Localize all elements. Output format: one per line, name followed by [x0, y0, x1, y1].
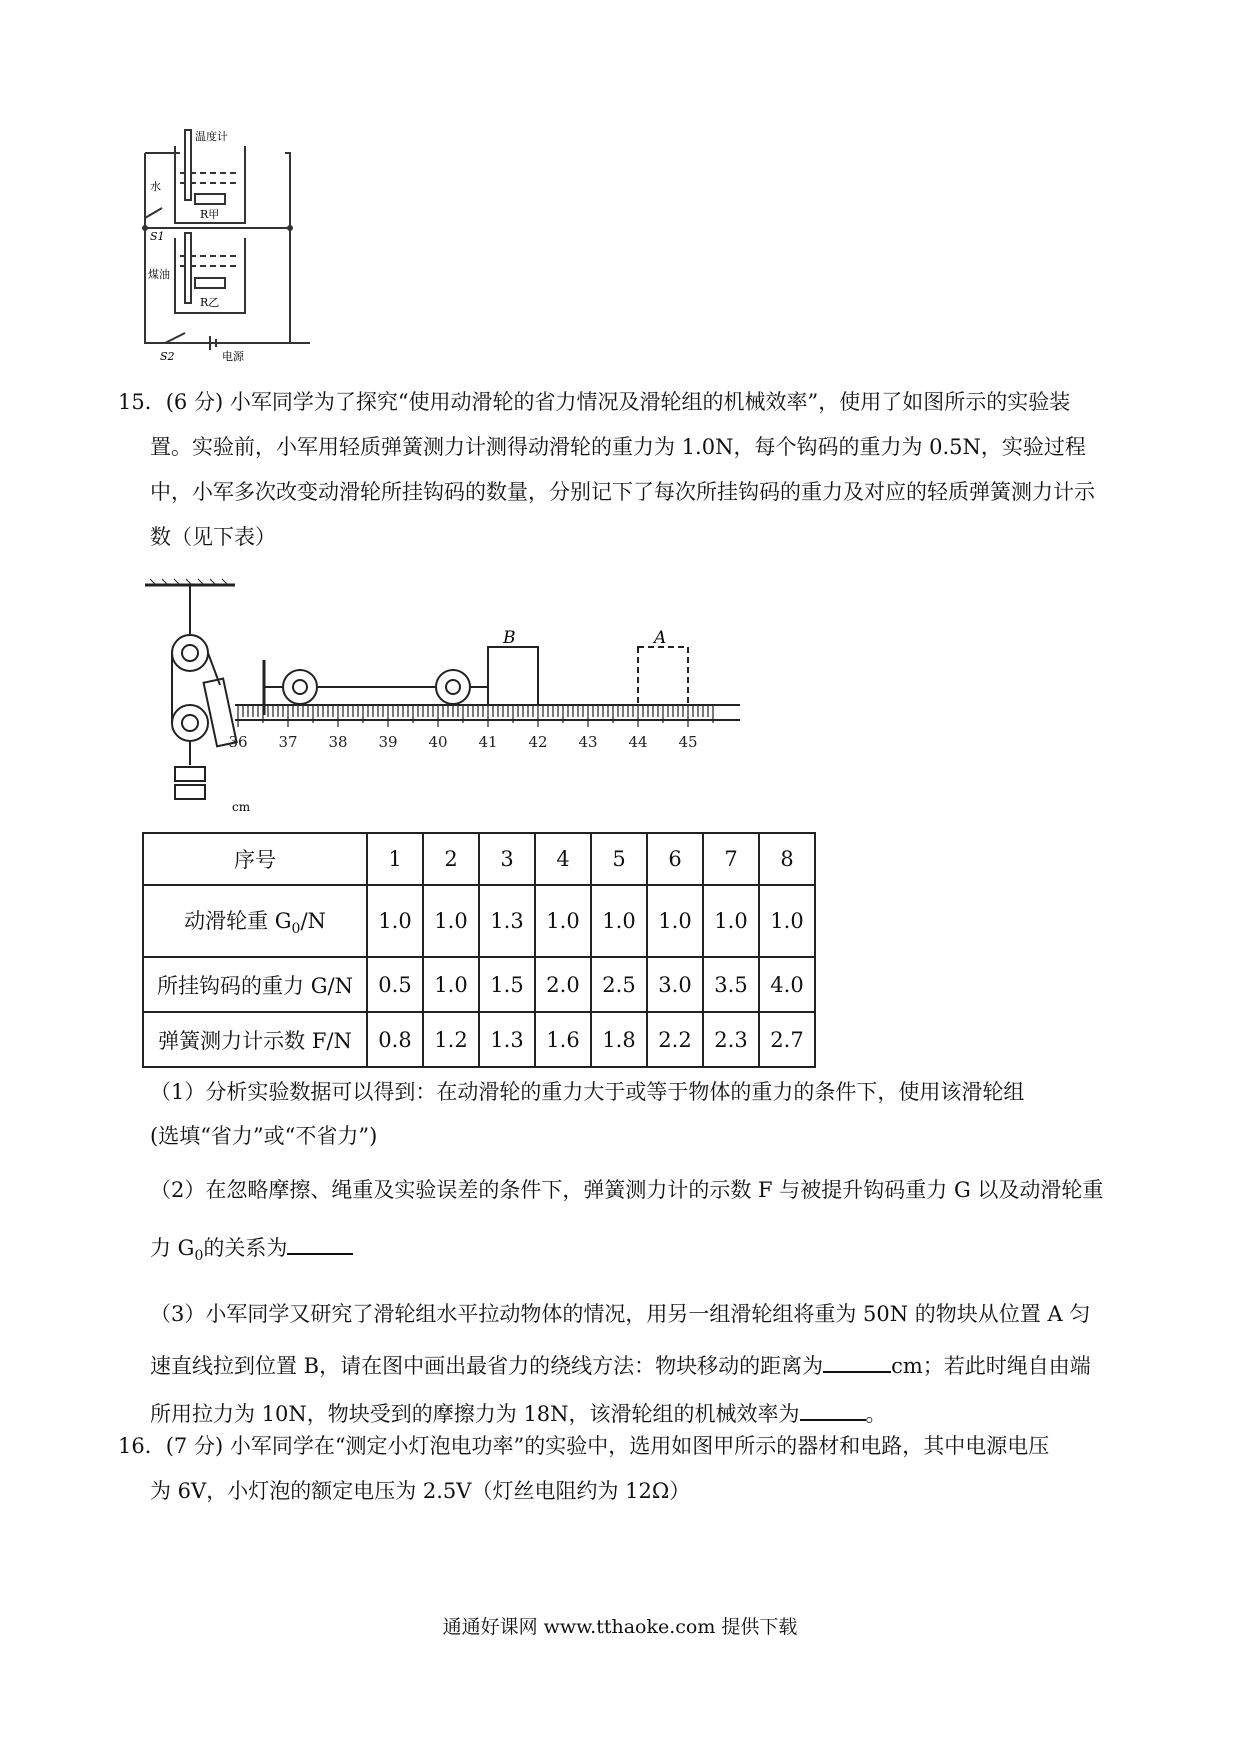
ruler-tick-label: 44	[628, 733, 648, 751]
sub-q3-text-c: 所用拉力为 10N，物块受到的摩擦力为 18N，该滑轮组的机械效率为	[150, 1402, 800, 1427]
table-cell: 1.3	[479, 1012, 535, 1067]
ruler-unit: cm	[232, 800, 251, 814]
table-cell: 4.0	[759, 957, 815, 1012]
data-table	[142, 832, 816, 1068]
table-row	[143, 957, 815, 1012]
table-cell: 7	[703, 833, 759, 885]
ruler-tick-label: 38	[328, 733, 348, 751]
ruler-tick-label: 37	[278, 733, 298, 751]
junction-dot-right	[287, 225, 293, 231]
table-cell: 2.5	[591, 957, 647, 1012]
block-a-label: A	[654, 628, 667, 648]
table-cell: 6	[647, 833, 703, 885]
s1-label: S1	[150, 230, 165, 243]
ruler-tick-label: 40	[428, 733, 448, 751]
question-16	[118, 1424, 1128, 1514]
table-cell: 1.0	[535, 885, 591, 957]
table-row-header: 所挂钩码的重力 G/N	[143, 957, 367, 1012]
table-cell: 1	[367, 833, 423, 885]
movable-pulley	[172, 705, 208, 741]
ruler-tick-label: 45	[678, 733, 698, 751]
hook-weight-1	[175, 767, 205, 781]
table-cell: 1.2	[423, 1012, 479, 1067]
hook-weight-2	[175, 785, 205, 799]
pulley-ruler-figure	[140, 575, 840, 820]
q16-line-1: 16．(7 分) 小军同学在“测定小灯泡电功率”的实验中，选用如图甲所示的器材和电路，其中电源电压	[118, 1434, 1050, 1458]
table-row	[143, 885, 815, 957]
table-cell: 2.3	[703, 1012, 759, 1067]
table-cell: 2.2	[647, 1012, 703, 1067]
q16-line-2: 为 6V，小灯泡的额定电压为 2.5V（灯丝电阻约为 12Ω）	[150, 1479, 691, 1503]
question-15	[118, 380, 1128, 560]
s2-label: S2	[160, 350, 175, 363]
fixed-pulley	[172, 635, 208, 671]
page-footer: 通通好课网 www.tthaoke.com 提供下载	[442, 1616, 798, 1638]
table-cell: 1.0	[367, 885, 423, 957]
ruler-tick-label: 36	[228, 733, 248, 751]
table-row	[143, 833, 815, 885]
table-cell: 2.0	[535, 957, 591, 1012]
sub-q3-text-a: 速直线拉到位置 B，请在图中画出最省力的绕线方法：物块移动的距离为	[150, 1354, 824, 1379]
sub-q1-line-2: (选填“省力”或“不省力”)	[150, 1124, 378, 1148]
table-cell: 8	[759, 833, 815, 885]
answer-blank-efficiency[interactable]	[800, 1397, 866, 1421]
sub-q3-line-2	[150, 1344, 1130, 1388]
q15-line-1: 15．(6 分) 小军同学为了探究“使用动滑轮的省力情况及滑轮组的机械效率”，使用了如图所示的实验装	[118, 390, 1071, 414]
answer-blank-relation[interactable]	[287, 1231, 353, 1255]
table-cell: 3.5	[703, 957, 759, 1012]
table-cell: 1.8	[591, 1012, 647, 1067]
q15-line-3: 中，小军多次改变动滑轮所挂钩码的数量，分别记下了每次所挂钩码的重力及对应的轻质弹簧测力计示	[150, 480, 1095, 504]
table-cell: 1.0	[647, 885, 703, 957]
table-cell: 1.0	[703, 885, 759, 957]
block-b	[488, 647, 538, 705]
sub-q2-subscript: 0	[194, 1248, 204, 1265]
table-cell: 1.0	[423, 957, 479, 1012]
table-cell: 1.5	[479, 957, 535, 1012]
power-label: 电源	[222, 350, 244, 363]
answer-blank-distance[interactable]	[823, 1349, 891, 1373]
table-cell: 4	[535, 833, 591, 885]
table-cell: 1.0	[423, 885, 479, 957]
table-row-header: 弹簧测力计示数 F/N	[143, 1012, 367, 1067]
sub-q2-line-1: （2）在忽略摩擦、绳重及实验误差的条件下，弹簧测力计的示数 F 与被提升钩码重力 G 以及动滑轮重	[150, 1178, 1104, 1202]
junction-dot-left	[142, 225, 148, 231]
ruler-tick-label: 43	[578, 733, 598, 751]
ruler-tick-label: 39	[378, 733, 398, 751]
table-cell: 1.3	[479, 885, 535, 957]
water-label: 水	[150, 180, 161, 193]
ruler-tick-label: 41	[478, 733, 498, 751]
kerosene-label: 煤油	[148, 268, 170, 281]
table-row-header: 序号	[143, 833, 367, 885]
table-cell: 0.8	[367, 1012, 423, 1067]
table-cell: 3.0	[647, 957, 703, 1012]
circuit-figure	[140, 128, 310, 368]
table-cell: 2	[423, 833, 479, 885]
table-row-header: 动滑轮重 $G_0/N$	[143, 885, 367, 957]
table-row	[143, 1012, 815, 1067]
horizontal-pulley-left	[283, 670, 317, 704]
sub-q1-line-1: （1）分析实验数据可以得到：在动滑轮的重力大于或等于物体的重力的条件下，使用该滑轮组	[150, 1080, 1025, 1104]
table-cell: 5	[591, 833, 647, 885]
table-cell: 1.0	[591, 885, 647, 957]
sub-q2-text-b: 的关系为	[203, 1236, 288, 1260]
sub-q3-line-1: （3）小军同学又研究了滑轮组水平拉动物体的情况，用另一组滑轮组将重为 50N 的物块从位置 A 匀	[150, 1302, 1091, 1327]
q15-line-4: 数（见下表）	[150, 525, 276, 549]
table-cell: 3	[479, 833, 535, 885]
table-cell: 1.6	[535, 1012, 591, 1067]
r2-label: R乙	[200, 296, 220, 309]
table-cell: 0.5	[367, 957, 423, 1012]
table-cell: 1.0	[759, 885, 815, 957]
ruler-tick-label: 42	[528, 733, 548, 751]
r1-label: R甲	[200, 208, 220, 221]
table-cell: 2.7	[759, 1012, 815, 1067]
q15-line-2: 置。实验前，小军用轻质弹簧测力计测得动滑轮的重力为 1.0N，每个钩码的重力为 0.5N，实验过程	[150, 435, 1086, 459]
sub-q2-text-a: 力 G	[150, 1236, 195, 1260]
block-b-label: B	[503, 628, 516, 648]
sub-q3-text-b: cm；若此时绳自由端	[891, 1354, 1091, 1379]
sub-q3-text-d: 。	[865, 1402, 887, 1427]
thermometer-label: 温度计	[195, 130, 228, 143]
sub-q2-line-2	[150, 1226, 1130, 1278]
horizontal-pulley-right	[436, 670, 470, 704]
sub-questions	[150, 1070, 1130, 1436]
block-a	[638, 647, 688, 705]
